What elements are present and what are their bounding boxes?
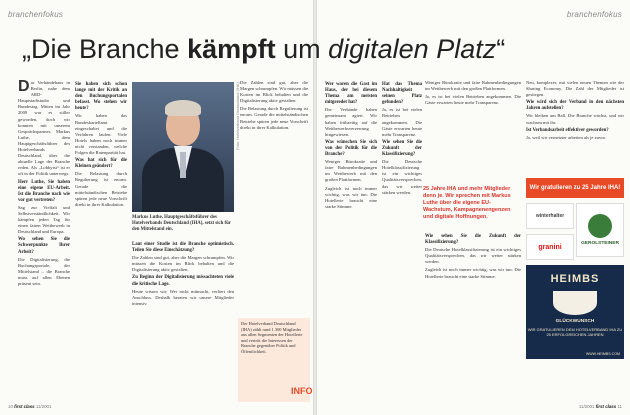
question: Wie sehen Sie die Zukunft der Klassifizierung? bbox=[425, 234, 521, 246]
headline-bold: kämpft bbox=[187, 34, 276, 64]
gerolsteiner-ad[interactable]: GEROLSTEINER bbox=[576, 203, 624, 257]
page-number: 11 bbox=[617, 404, 622, 409]
body-text: Ja, es ist bei vielen Betrieben angekommen. Die Gäste erwarten heute mehr Transparenz. bbox=[425, 94, 521, 106]
answer: Zugleich ist noch immer wichtig, was wir tun: Die Hotellerie braucht eine starke Stimme. bbox=[425, 267, 521, 279]
question: Herr Luthe, Sie haben eine eigene EU-Arbeit. Ist die Branche nach wie vor gut vertreten? bbox=[18, 179, 70, 203]
magazine-name: first class bbox=[595, 404, 617, 409]
headline-close: “ bbox=[496, 34, 506, 64]
heimbs-subtext: WIR GRATULIEREN DEM HOTELVERBAND IHA ZU 25 ERFOLGREICHEN JAHREN bbox=[527, 327, 623, 337]
body-text: Neu, komplexer, mit vielen neuen Themen wie der Sharing Economy. Die Zahl der Mitglieder ist gestiegen. bbox=[526, 80, 624, 98]
ad-column bbox=[526, 178, 624, 408]
answer: Die Deutsche Hotelklassifizierung ist ein wichtiges Qualitätsversprechen, das wir weiter stärken werden. bbox=[382, 159, 422, 195]
photo-caption: Markus Luthe, Hauptgeschäftsführer des Hotelverbands Deutschland (IHA), setzt sich für den Mittelstand ein. bbox=[132, 215, 231, 232]
article-headline bbox=[22, 34, 612, 65]
answer: Wir haben das Bundeskartellamt eingeschaltet und die Verfahren laufen. Viele Hotels haben noch immer nicht verstanden, welche Folgen die Ratenparität hat. bbox=[75, 113, 127, 156]
page-number: 10 bbox=[8, 404, 13, 409]
question: Ist Verbandsarbeit effektiver geworden? bbox=[526, 127, 609, 133]
answer: Die Digitalisierung, die Buchungsportale, der Mittelstand – die Branche muss auf allen Ebenen präsent sein. bbox=[18, 256, 70, 286]
right-column-1 bbox=[325, 80, 377, 400]
magazine-name: first class bbox=[14, 404, 35, 409]
portrait-photo bbox=[132, 82, 234, 212]
left-column-2 bbox=[75, 80, 127, 400]
issue: 11/2001 bbox=[35, 404, 52, 409]
question: Wie sehen Sie die Zukunft der Klassifizierung? bbox=[382, 139, 422, 158]
question: Zu Beginn der Digitalisierung missachteten viele die kritische Lage. bbox=[132, 275, 234, 287]
headline-part2: um bbox=[275, 34, 329, 64]
question: Wo sehen Sie die Schwerpunkte Ihrer Arbeit? bbox=[18, 237, 70, 255]
question: Wie wird sich der Verband in den nächsten Jahren aufstellen? bbox=[526, 100, 624, 112]
answer: Wir bleiben am Ball. Die Branche wächst, und wir wachsen mit ihr. bbox=[526, 113, 624, 125]
body-text: Weniger Bürokratie und faire Rahmenbedingungen im Wettbewerb mit den großen Plattformen. bbox=[425, 80, 521, 92]
answer: Die Verbände haben gemeinsam agiert. Wir haben frühzeitig auf die Wettbewerbsverzerrung hingewiesen. bbox=[325, 107, 377, 137]
right-column-2 bbox=[382, 80, 422, 400]
answer: Zugleich ist noch immer wichtig, was wir tun: Die Hotellerie braucht eine starke Stimme. bbox=[325, 185, 377, 209]
highlight-quote: 25 Jahre IHA und mehr Mitglieder denn je. Wir sprechen mit Markus Luthe über die eigene EU-Wachstum, Kampagnenengenzen und digitale Hoffnungen. bbox=[423, 186, 511, 220]
body-text: Die Zahlen sind gut, aber die Margen schrumpfen. Wir müssen die Kosten im Blick behalten und die Digitalisierung aktiv gestalten. bbox=[240, 80, 308, 104]
answer: Sag zur Vielfalt und Selbstverständlichkeit. Wir kämpfen jeden Tag für einen fairen Wettbewerb in Deutschland und Europa. bbox=[18, 204, 70, 235]
answer: Heute wissen wir: Wer nicht mitmacht, verliert den Anschluss. Deshalb beraten wir unsere Mitglieder intensiv. bbox=[132, 288, 234, 306]
winterhalter-ad[interactable]: winterhalter bbox=[526, 203, 574, 229]
right-column-3-bottom bbox=[425, 232, 521, 400]
left-column-3 bbox=[132, 240, 234, 400]
info-box: Der Hotelverband Deutschland (IHA) zählt rund 1.300 Mitglieder aus allen Segmenten der Hotellerie und vertritt die Interessen der Branche gegenüber Politik und Öffentlichkeit. bbox=[238, 318, 310, 402]
intro-paragraph: Das Verbändehaus in Berlin, nahe dem ARD-Hauptstadtstudio und Bundestag. Mitten im Jahr 2009 war es stiller geworden, doch wir konnten mit unserem Gesprächspartner, Markus Luthe, dem Hauptgeschäftsführer des Hotelverbands Deutschland, über die aktuelle Lage der Branche reden. Als „Lobbyist“ ist er oft in der Politik unterwegs. bbox=[18, 80, 70, 177]
left-column-4 bbox=[240, 80, 308, 312]
heimbs-url: WWW.HEIMBS.COM bbox=[585, 352, 620, 356]
dropcap: D bbox=[18, 80, 30, 95]
heimbs-ad[interactable] bbox=[526, 265, 624, 359]
heimbs-tagline: GLÜCKWUNSCH bbox=[555, 319, 595, 324]
answer: Die Belastung durch Regulierung ist enorm. Gerade die mittelständischen Betriebe spüren jede neue Vorschrift direkt in ihrer Kalkulation. bbox=[75, 171, 127, 207]
question: Laut einer Studie ist die Branche optimistisch. Teilen Sie diese Einschätzung? bbox=[132, 242, 234, 254]
right-column-3-top bbox=[425, 80, 521, 184]
footer-right bbox=[579, 404, 622, 409]
coffee-cup-icon bbox=[553, 291, 597, 315]
heimbs-logo: HEIMBS bbox=[550, 273, 600, 285]
question: Hat das Thema Nachhaltigkeit seinen Platz gefunden? bbox=[382, 82, 422, 106]
answer: Ja, es ist bei vielen Betrieben angekommen. Die Gäste erwarten heute mehr Transparenz. bbox=[382, 107, 422, 137]
footer-left bbox=[8, 404, 51, 409]
right-column-4 bbox=[526, 80, 624, 174]
answer: Weniger Bürokratie und faire Rahmenbedingungen im Wettbewerb mit den großen Plattformen. bbox=[325, 159, 377, 183]
question: Wer waren die Gast im Haus, der bei diesem Thema am meisten mitgeredet hat? bbox=[325, 82, 377, 106]
granini-ad[interactable]: granini bbox=[526, 234, 574, 260]
question: Was hat sich für die Kleinen geändert? bbox=[75, 158, 127, 170]
headline-italic: digitalen Platz bbox=[328, 34, 497, 64]
left-column-1 bbox=[18, 80, 70, 400]
info-tag: INFO bbox=[291, 386, 313, 396]
answer: Ja, weil wir vernetzter arbeiten als je zuvor. bbox=[526, 134, 606, 140]
answer: Die Zahlen sind gut, aber die Margen schrumpfen. Wir müssen die Kosten im Blick behalten und die Digitalisierung aktiv gestalten. bbox=[132, 255, 234, 273]
section-kicker-right: branchenfokus bbox=[566, 10, 622, 19]
issue: 11/2001 bbox=[578, 404, 595, 409]
congrats-banner: Wir gratulieren zu 25 Jahre IHA! bbox=[526, 178, 624, 198]
section-kicker-left: branchenfokus bbox=[8, 10, 64, 19]
answer: Die Deutsche Hotelklassifizierung ist ein wichtiges Qualitätsversprechen, das wir weiter stärken werden. bbox=[425, 247, 521, 265]
question: Was wünschen Sie sich von der Politik für die Branche? bbox=[325, 139, 377, 158]
photo-credit: Foto: Hotelverband Deutschland (IHA) bbox=[235, 82, 240, 150]
body-text: Die Belastung durch Regulierung ist enorm. Gerade die mittelständischen Betriebe spüren jede neue Vorschrift direkt in ihrer Kalkulation. bbox=[240, 106, 308, 130]
headline-part1: „Die Branche bbox=[22, 34, 188, 64]
question: Sie haben sich schon lange mit der Kritik an den Buchungsportalen befasst. Wo stehen wir heute? bbox=[75, 82, 127, 112]
